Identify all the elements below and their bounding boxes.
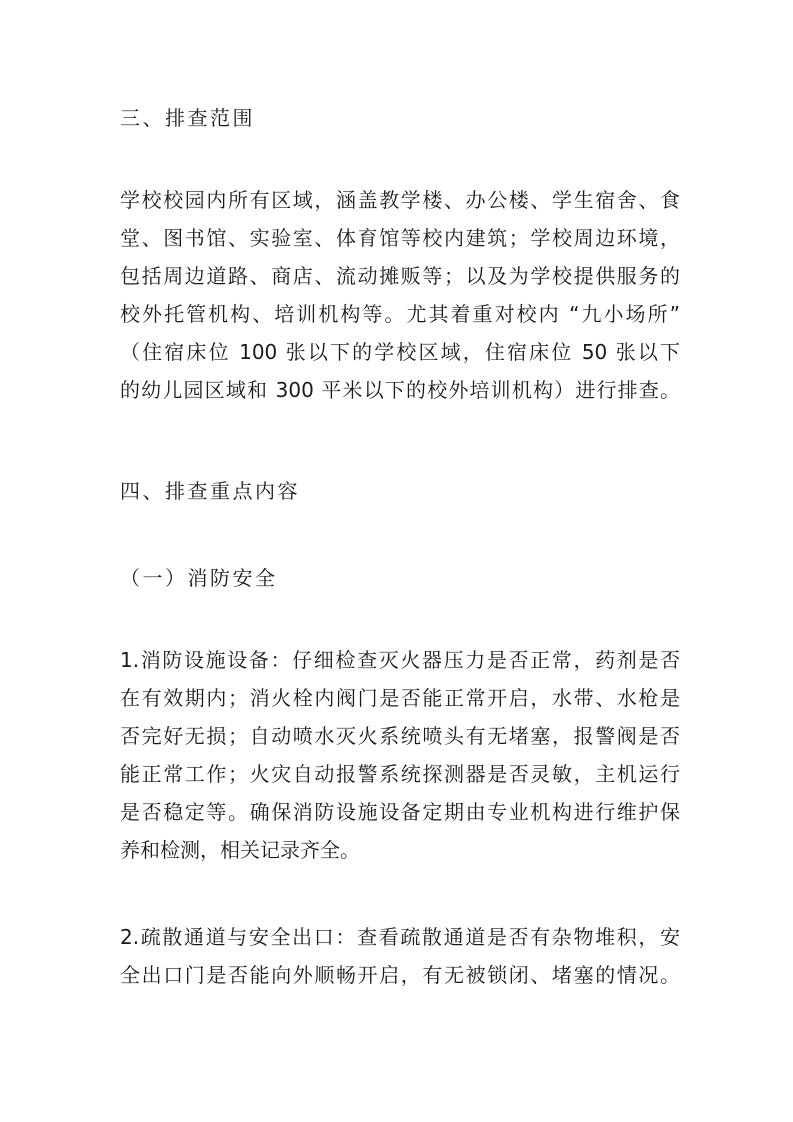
paragraph-line: 是否稳定等。确保消防设施设备定期由专业机构进行维护保 [120,800,680,824]
paragraph-line: 校外托管机构、培训机构等。尤其着重对校内 “九小场所” [120,302,680,326]
paragraph-line: 包括周边道路、商店、流动摊贩等；以及为学校提供服务的 [120,264,680,288]
paragraph-line: 全出口门是否能向外顺畅开启，有无被锁闭、堵塞的情况。 [120,963,680,987]
paragraph-line: 学校校园内所有区域，涵盖教学楼、办公楼、学生宿舍、食 [120,188,680,212]
paragraph-line: 的幼儿园区域和 300 平米以下的校外培训机构）进行排查。 [120,378,680,402]
paragraph-line: 在有效期内；消火栓内阀门是否能正常开启，水带、水枪是 [120,686,680,710]
section-heading-scope: 三、排查范围 [120,106,255,130]
paragraph-evacuation-routes [120,918,680,994]
subsection-heading-fire-safety: （一）消防安全 [120,566,278,590]
paragraph-line: 1.消防设施设备：仔细检查灭火器压力是否正常，药剂是否 [120,648,680,672]
paragraph-scope [120,181,680,409]
paragraph-line: 能正常工作；火灾自动报警系统探测器是否灵敏，主机运行 [120,762,680,786]
paragraph-fire-facilities [120,641,680,869]
paragraph-line: （住宿床位 100 张以下的学校区域，住宿床位 50 张以下 [120,340,680,364]
paragraph-line: 堂、图书馆、实验室、体育馆等校内建筑；学校周边环境， [120,226,680,250]
paragraph-line: 养和检测，相关记录齐全。 [120,838,360,862]
paragraph-line: 否完好无损；自动喷水灭火系统喷头有无堵塞，报警阀是否 [120,724,680,748]
section-heading-key-content: 四、排查重点内容 [120,479,300,503]
paragraph-line: 2.疏散通道与安全出口：查看疏散通道是否有杂物堆积，安 [120,925,680,949]
